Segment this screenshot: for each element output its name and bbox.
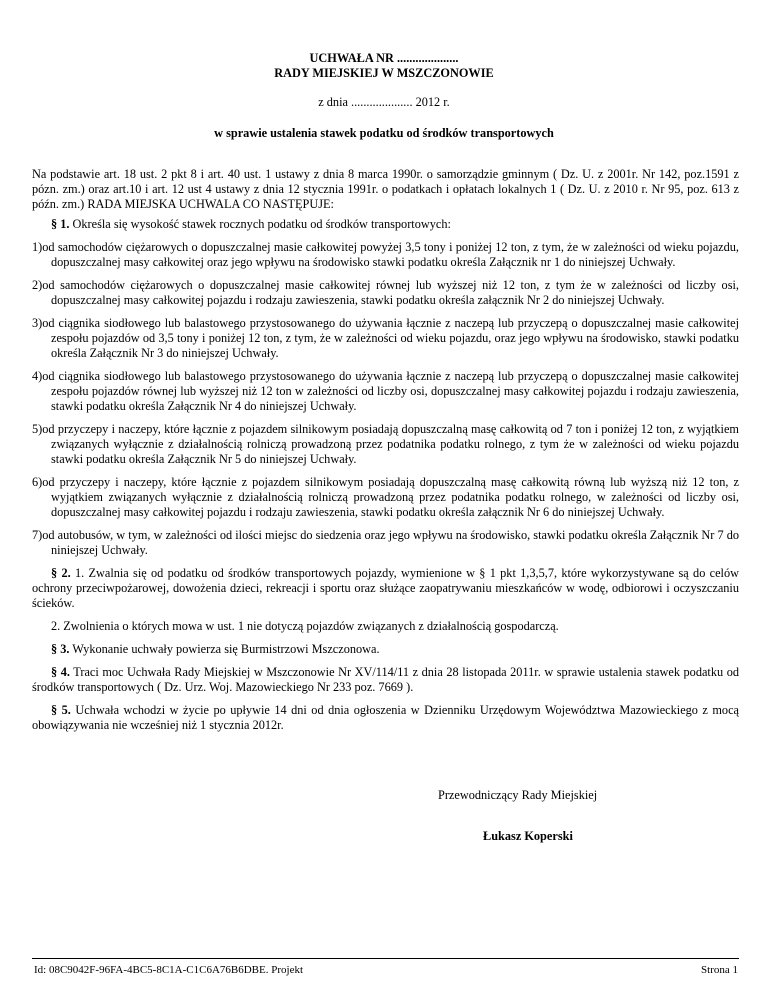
document-id: Id: 08C9042F-96FA-4BC5-8C1A-C1C6A76B6DBE. Projekt: [34, 964, 304, 976]
list-item-number: 1): [32, 240, 43, 254]
signatory-role: Przewodniczący Rady Miejskiej: [438, 788, 598, 802]
resolution-date: z dnia .................... 2012 r.: [318, 95, 450, 109]
list-item-number: 6): [32, 475, 43, 489]
council-name: RADY MIEJSKIEJ W MSZCZONOWIE: [274, 66, 494, 80]
section-4: [32, 665, 739, 695]
section-4-text: Traci moc Uchwała Rady Miejskiej w Mszczonowie Nr XV/114/11 z dnia 28 listopada 2011r. w sprawie ustalenia stawek podatku od środków transportowych ( Dz. Urz. Woj. Mazowieckiego Nr 233 poz. 7669 ).: [32, 665, 739, 694]
section-3-text: Wykonanie uchwały powierza się Burmistrzowi Mszczonowa.: [69, 642, 380, 656]
resolution-title: UCHWAŁA NR ....................: [309, 51, 459, 65]
resolution-body: [32, 167, 739, 741]
list-item-text: od autobusów, w tym, w zależności od ilości miejsc do siedzenia oraz jego wpływu na środowisko, stawki podatku określa Załącznik Nr 7 do niniejszej Uchwały.: [42, 528, 739, 557]
section-4-label: § 4.: [51, 665, 70, 679]
list-item-number: 4): [32, 369, 43, 383]
section-2-label: § 2.: [51, 566, 71, 580]
section-1-text: Określa się wysokość stawek rocznych podatku od środków transportowych:: [69, 217, 451, 231]
list-item: [32, 528, 739, 558]
list-item-number: 2): [32, 278, 43, 292]
list-item: [32, 278, 739, 308]
section-3: [32, 642, 739, 657]
page-number: Strona 1: [701, 964, 738, 976]
section-5-text: Uchwała wchodzi w życie po upływie 14 dni od dnia ogłoszenia w Dzienniku Urzędowym Województwa Mazowieckiego z mocą obowiązywania nie wcześniej niż 1 stycznia 2012r.: [32, 703, 739, 732]
list-item: [32, 316, 739, 361]
section-1: [32, 217, 739, 232]
list-item: [32, 369, 739, 414]
list-item-text: od przyczepy i naczepy, które łącznie z pojazdem silnikowym posiadają dopuszczalną masę całkowitą od 7 ton i poniżej 12 ton, z wyjątkiem związanych wyłącznie z działalnością rolniczą prowadzoną przez podatnika podatku rolnego, z tym że w zależności od wieku pojazdu stawki podatku określa Załącznik Nr 5 do niniejszej Uchwały.: [42, 422, 739, 466]
list-item: [32, 422, 739, 467]
section-5: [32, 703, 739, 733]
signatory-name: Łukasz Koperski: [483, 829, 573, 843]
list-item-text: od ciągnika siodłowego lub balastowego przystosowanego do używania łącznie z naczepą lub przyczepą o dopuszczalnej masie całkowitej zespołu pojazdów od 3,5 tony i poniżej 12 ton, z tym, że w zależności od wieku pojazdu, oraz jego wpływu na środowisko, stawki podatku określa Załącznik Nr 3 do niniejszej Uchwały.: [42, 316, 739, 360]
list-item-number: 3): [32, 316, 43, 330]
list-item: [32, 240, 739, 270]
section-3-label: § 3.: [51, 642, 70, 656]
resolution-subject: w sprawie ustalenia stawek podatku od środków transportowych: [214, 126, 554, 140]
footer-divider: [32, 958, 739, 959]
section-5-label: § 5.: [51, 703, 71, 717]
section-2-text: 1. Zwalnia się od podatku od środków transportowych pojazdy, wymienione w § 1 pkt 1,3,5,7, które wykorzystywane są do celów ochrony przeciwpożarowej, dowożenia dzieci, rekreacji i sportu oraz służące zaopatrywaniu mieszkańców w wodę, odbiorowi i oczyszczaniu ścieków.: [32, 566, 739, 610]
section-2: [32, 566, 739, 611]
list-item-text: od przyczepy i naczepy, które łącznie z pojazdem silnikowym posiadają dopuszczalną masę całkowitą równą lub wyższą niż 12 ton, z wyjątkiem związanych wyłącznie z działalnością rolniczą prowadzoną przez podatnika podatku rolnego, w zależności od liczby osi, dopuszczalnej masy całkowitej pojazdu i rodzaju zawieszenia, stawki podatku określa załącznik Nr 6 do niniejszej Uchwały.: [42, 475, 739, 519]
list-item: [32, 475, 739, 520]
section-2-paragraph-2: 2. Zwolnienia o których mowa w ust. 1 nie dotyczą pojazdów związanych z działalnością gospodarczą.: [51, 619, 559, 633]
list-item-text: od ciągnika siodłowego lub balastowego przystosowanego do używania łącznie z naczepą lub przyczepą o dopuszczalnej masie całkowitej zespołu pojazdów równej lub wyższej niż 12 ton w zależności od liczby osi, dopuszczalnej masy całkowitej pojazdu i rodzaju zawieszenia, stawki podatku określa Załącznik Nr 4 do niniejszej Uchwały.: [42, 369, 739, 413]
section-1-label: § 1.: [51, 217, 70, 231]
legal-basis: Na podstawie art. 18 ust. 2 pkt 8 i art. 40 ust. 1 ustawy z dnia 8 marca 1990r. o samorządzie gminnym ( Dz. U. z 2001r. Nr 142, poz.1591 z pózn. zm.) oraz art.10 i art. 12 ust 4 ustawy z dnia 12 stycznia 1991r. o podatkach i opłatach lokalnych 1 ( Dz. U. z 2010 r. Nr 95, poz. 613 z późn. zm.) RADA MIEJSKA UCHWALA CO NASTĘPUJE:: [32, 167, 739, 211]
list-item-text: od samochodów ciężarowych o dopuszczalnej masie całkowitej powyżej 3,5 tony i poniżej 12 ton, z tym, że w zależności od wieku pojazdu, dopuszczalnej masy całkowitej oraz jego wpływu na środowisko stawki podatku określa Załącznik nr 1 do niniejszej Uchwały.: [42, 240, 739, 269]
list-item-number: 5): [32, 422, 43, 436]
list-item-number: 7): [32, 528, 43, 542]
list-item-text: od samochodów ciężarowych o dopuszczalnej masie całkowitej równej lub wyższej niż 12 ton, z tym że w zależności od liczby osi, dopuszczalnej masy całkowitej pojazdu i rodzaju zawieszenia, stawki podatku określa załącznik Nr 2 do niniejszej Uchwały.: [42, 278, 739, 307]
